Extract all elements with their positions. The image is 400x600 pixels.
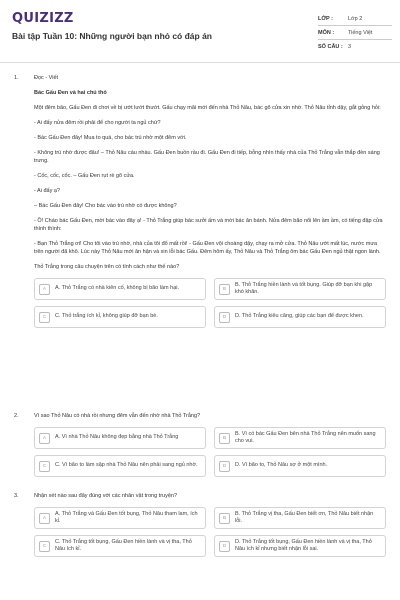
story-paragraph: - Ai đấy nửa đêm rồi phải để cho người ta ngủ chứ?: [34, 120, 161, 126]
option-letter-box: B: [219, 513, 230, 524]
answer-option-b[interactable]: [214, 278, 386, 300]
option-letter-box: C: [39, 541, 50, 552]
answer-option-d[interactable]: [214, 535, 386, 557]
option-text: A. Vì nhà Thỏ Nâu không đẹp bằng nhà Thỏ Trắng: [55, 434, 179, 441]
answer-option-a[interactable]: [34, 278, 206, 300]
story-paragraph: – Bác Gấu Đen đây! Cho bác vào trú nhờ có được không?: [34, 203, 177, 209]
option-text: D. Vì bão to, Thỏ Nâu sợ ở một mình.: [235, 462, 328, 469]
option-text: A. Thỏ Trắng có nhà kiên cố, không bị bão làm hại.: [55, 285, 180, 292]
meta-row-subject: [318, 26, 392, 40]
meta-key: MÔN :: [318, 29, 335, 36]
option-letter-box: C: [39, 461, 50, 472]
story-paragraph: - Cốc, cốc, cốc. – Gấu Đen rụt rè gõ cửa.: [34, 173, 135, 179]
option-letter-box: C: [39, 312, 50, 323]
option-letter-box: B: [219, 433, 230, 444]
option-text: B. Thỏ Trắng hiền lành và tốt bụng. Giúp đỡ bạn khi gặp khó khăn.: [235, 281, 373, 295]
story-paragraph: - Bạn Thỏ Trắng ơi! Cho tôi vào trú nhờ, nhà của tôi đổ mất rồi! - Gấu Đen vội choàng dậy, chạy ra mở cửa. Thỏ Nâu ướt mất lúc, nước mưa trên người đã khô. Lúc này Thỏ Nâu mới ân hận và xin lỗi bác Gấu. Đêm hôm ấy, Thỏ Nâu và Thỏ Trắng ôm bác Gấu Đen ngủ thật ngon lành.: [34, 241, 381, 255]
answer-option-a[interactable]: [34, 507, 206, 529]
answer-option-c[interactable]: [34, 306, 206, 328]
question-number: 1.: [14, 75, 19, 81]
meta-key: SỐ CÂU :: [318, 43, 343, 50]
question-1: [0, 74, 400, 404]
question-prompt: Nhận xét nào sau đây đúng với các nhân vật trong truyện?: [34, 493, 178, 499]
story-paragraph: - Ai đấy ạ?: [34, 188, 60, 194]
story-paragraph: - Ồ! Cháo bác Gấu Đen, mời bác vào đây ạ! - Thỏ Trắng giúp bác sưởi ấm và mời bác ăn bánh. Nửa đêm bão nổi lên ầm ầm, có tiếng đập cửa thình thình:: [34, 218, 383, 232]
answer-option-b[interactable]: [214, 507, 386, 529]
option-text: C. Thỏ Trắng tốt bụng, Gấu Đen hiền lành và vị tha, Thỏ Nâu ích kỉ.: [55, 538, 192, 552]
meta-value: Lớp 2: [348, 15, 363, 22]
meta-row-grade: [318, 12, 392, 26]
meta-key: LỚP :: [318, 15, 333, 22]
quizizz-logo: QUIZIZZ: [12, 11, 74, 26]
question-number: 3.: [14, 493, 19, 499]
option-text: B. Thỏ Trắng vị tha, Gấu Đen biết ơn, Thỏ Nâu biết nhận lỗi.: [235, 510, 374, 524]
meta-table: [318, 12, 392, 53]
story-paragraph: - Bác Gấu Đen đây! Mua to quá, cho bác trú nhờ một đêm với.: [34, 135, 187, 141]
meta-row-count: [318, 40, 392, 53]
answer-option-d[interactable]: [214, 306, 386, 328]
meta-value: 3: [348, 43, 352, 50]
option-letter-box: A: [39, 284, 50, 295]
question-prompt: Vì sao Thỏ Nâu có nhà rồi nhưng đêm vẫn đến nhờ nhà Thỏ Trắng?: [34, 413, 201, 419]
story-paragraph: Một đêm bão, Gấu Đen đi chơi về bị ướt lướt thướt. Gấu chạy mãi mới đến nhà Thỏ Nâu, bác gõ cửa xin nhờ. Thỏ Nâu tỉnh dậy, gắt gỏng hỏi:: [34, 105, 381, 111]
question-2: [0, 412, 400, 482]
answer-options: [34, 427, 386, 477]
section-label: Đọc - Viết: [34, 75, 59, 81]
option-letter-box: A: [39, 513, 50, 524]
question-prompt: Thỏ Trắng trong câu chuyện trên có tính cách như thế nào?: [34, 264, 180, 270]
option-letter-box: A: [39, 433, 50, 444]
option-text: B. Vì có bác Gấu Đen bên nhà Thỏ Trắng nên muốn sang cho vui.: [235, 430, 376, 444]
option-text: C. Thỏ trắng ích kỉ, không giúp đỡ bạn bè.: [55, 313, 158, 320]
answer-option-d[interactable]: [214, 455, 386, 477]
option-letter-box: D: [219, 541, 230, 552]
question-3: [0, 492, 400, 557]
option-letter-box: D: [219, 461, 230, 472]
story-title: Bác Gấu Đen và hai chú thỏ: [34, 90, 107, 96]
questions-list: [0, 74, 400, 557]
answer-option-c[interactable]: [34, 535, 206, 557]
option-text: D. Thỏ Trắng tốt bụng, Gấu Đen hiền lành và vị tha, Thỏ Nâu ích kỉ nhưng biết nhận lỗi sai.: [235, 538, 372, 552]
option-letter-box: B: [219, 284, 230, 295]
option-letter-box: D: [219, 312, 230, 323]
answer-options: [34, 278, 386, 328]
option-text: A. Thỏ Trắng và Gấu Đen tốt bụng, Thỏ Nâu tham lam, ích kỉ.: [55, 510, 198, 524]
answer-options: [34, 507, 386, 557]
worksheet-title: Bài tập Tuần 10: Những người bạn nhỏ có đáp án: [12, 31, 213, 41]
question-number: 2.: [14, 413, 19, 419]
option-text: C. Vì bão to làm sập nhà Thỏ Nâu nên phải sang ngủ nhờ.: [55, 462, 198, 469]
answer-option-a[interactable]: [34, 427, 206, 449]
header-divider: [0, 62, 400, 63]
answer-option-b[interactable]: [214, 427, 386, 449]
story-paragraph: - Không trú nhờ được đâu! – Thỏ Nâu cáu nhàu. Gấu Đen buồn rầu đi. Gấu Đen đi tiếp, bỗng nhìn thấy nhà của Thỏ Trắng vẫn thắp đèn sáng trưng.: [34, 150, 380, 164]
answer-option-c[interactable]: [34, 455, 206, 477]
meta-value: Tiếng Việt: [348, 29, 373, 36]
option-text: D. Thỏ Trắng kiêu căng, giúp các bạn để được khen.: [235, 313, 364, 320]
